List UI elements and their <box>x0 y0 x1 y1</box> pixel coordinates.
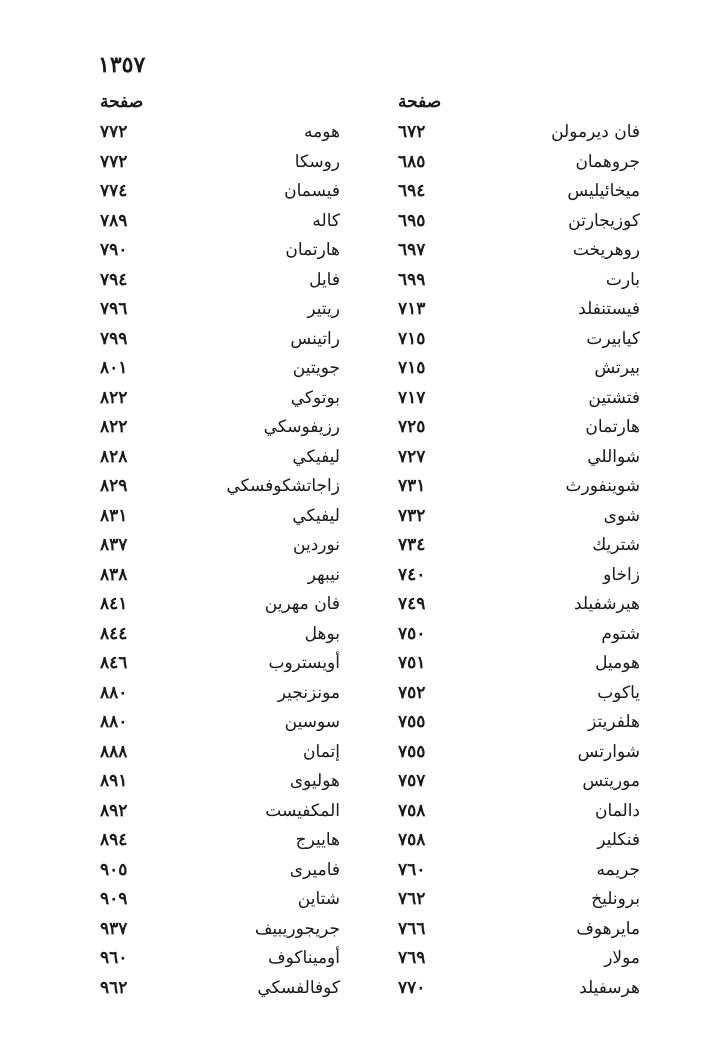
page-left: ٨٨٠ <box>100 712 128 732</box>
name-right: ميخائيليس <box>567 181 640 201</box>
name-left: زاجاتشكوفسكي <box>226 476 340 496</box>
page-left: ٧٩٤ <box>100 269 128 290</box>
name-right: فيستنفلد <box>578 299 640 319</box>
name-right: كوزيجارتن <box>568 210 640 231</box>
page-right: ٧٢٥ <box>398 417 426 437</box>
page-left: ٨٩٢ <box>100 800 128 821</box>
page-right: ٧٤٩ <box>398 594 426 614</box>
page-right: ٦٩٩ <box>398 269 426 290</box>
page-right: ٧٦٠ <box>398 859 426 880</box>
page-right: ٧٥٥ <box>398 712 426 732</box>
page-left: ٨٢٨ <box>100 446 128 467</box>
name-left: ليفيكي <box>292 505 340 526</box>
name-right: شوى <box>603 505 640 526</box>
name-right: جروهمان <box>575 151 640 172</box>
page-left: ٨٣٨ <box>100 564 128 585</box>
name-right: هيرشفيلد <box>574 594 640 614</box>
name-right: برونليخ <box>591 889 640 909</box>
index-row <box>0 236 724 266</box>
page-right: ٧١٧ <box>398 387 426 408</box>
name-left: بوتوكي <box>290 387 340 408</box>
column-header-left: صفحة <box>100 92 144 112</box>
index-row <box>0 118 724 148</box>
page-right: ٧٥٠ <box>398 623 426 644</box>
page-right: ٧٦٦ <box>398 918 426 939</box>
page-right: ٦٨٥ <box>398 151 426 172</box>
name-right: ياكوب <box>597 682 640 703</box>
page-right: ٧٥٨ <box>398 830 426 850</box>
name-right: شتوم <box>601 623 640 644</box>
name-left: فيسمان <box>284 181 340 201</box>
name-left: هاييرج <box>295 830 340 850</box>
name-right: مايرهوف <box>576 918 640 939</box>
name-left: هارتمان <box>285 240 340 260</box>
page-right: ٧٣١ <box>398 476 426 496</box>
name-right: شتريك <box>592 535 640 555</box>
page-right: ٧٣٤ <box>398 535 426 555</box>
name-right: هوميل <box>595 653 640 673</box>
index-row <box>0 266 724 296</box>
name-left: فان مهرين <box>264 594 340 614</box>
page-left: ٧٧٢ <box>100 122 128 142</box>
name-right: بيرتش <box>594 358 640 378</box>
index-row <box>0 148 724 178</box>
index-row <box>0 620 724 650</box>
page-left: ٨٩٤ <box>100 830 128 850</box>
page-left: ٩٦٠ <box>100 948 128 968</box>
index-row <box>0 384 724 414</box>
name-left: هومه <box>304 122 340 142</box>
name-left: كاله <box>312 210 340 231</box>
index-row <box>0 738 724 768</box>
index-row <box>0 443 724 473</box>
page-right: ٧٥٢ <box>398 682 426 703</box>
name-left: سوسين <box>284 712 340 732</box>
page-right: ٦٩٤ <box>398 181 426 201</box>
name-left: ريتير <box>307 299 340 319</box>
name-right: هلفريتز <box>588 712 640 732</box>
page-right: ٧٥٥ <box>398 741 426 762</box>
name-left: المكفيست <box>265 800 340 821</box>
page-right: ٦٩٥ <box>398 210 426 231</box>
name-left: رزيفوسكي <box>263 417 340 437</box>
name-right: شوينفورث <box>565 476 640 496</box>
index-row <box>0 885 724 915</box>
index-row <box>0 797 724 827</box>
page-right: ٧١٣ <box>398 299 426 319</box>
page-left: ٨٤١ <box>100 594 128 614</box>
page-number: ١٣٥٧ <box>98 52 146 78</box>
name-right: بارت <box>605 269 640 290</box>
index-row <box>0 502 724 532</box>
page-right: ٧٦٩ <box>398 948 426 968</box>
page-left: ٨٢٩ <box>100 476 128 496</box>
name-right: جريمه <box>596 859 640 880</box>
page-left: ٧٩٩ <box>100 328 128 349</box>
name-left: أويستروب <box>268 653 340 673</box>
name-left: كوفالفسكي <box>257 977 340 998</box>
page-left: ٧٩٠ <box>100 240 128 260</box>
index-row <box>0 767 724 797</box>
name-left: نيبهر <box>307 564 340 585</box>
index-row <box>0 177 724 207</box>
page-left: ٨٨٠ <box>100 682 128 703</box>
name-left: روسكا <box>294 151 340 172</box>
index-row <box>0 826 724 856</box>
page-left: ٨٢٢ <box>100 387 128 408</box>
name-left: جويتين <box>292 358 340 378</box>
name-right: كيابيرت <box>586 328 640 349</box>
page-right: ٧٥٨ <box>398 800 426 821</box>
page-right: ٦٧٢ <box>398 122 426 142</box>
column-header-right: صفحة <box>398 92 442 112</box>
index-row <box>0 944 724 974</box>
index-row <box>0 974 724 1004</box>
name-left: إتمان <box>303 741 340 762</box>
name-left: نوردين <box>293 535 340 555</box>
page-left: ٨٤٦ <box>100 653 128 673</box>
index-row <box>0 649 724 679</box>
index-list <box>0 118 724 1003</box>
name-right: روهريخت <box>572 240 640 260</box>
name-left: شتاين <box>297 889 340 909</box>
name-right: شواللي <box>587 446 640 467</box>
index-row <box>0 561 724 591</box>
index-row <box>0 590 724 620</box>
index-row <box>0 856 724 886</box>
name-left: أوميناكوف <box>268 948 340 968</box>
name-right: دالمان <box>595 800 640 821</box>
page-right: ٧١٥ <box>398 358 426 378</box>
index-row <box>0 531 724 561</box>
index-row <box>0 325 724 355</box>
name-left: مونزنجير <box>277 682 340 703</box>
page-right: ٧١٥ <box>398 328 426 349</box>
page-left: ٧٩٦ <box>100 299 128 319</box>
name-left: هوليوى <box>289 771 340 791</box>
name-left: بوهل <box>304 623 340 644</box>
page-left: ٨٩١ <box>100 771 128 791</box>
page-left: ٩٦٢ <box>100 977 128 998</box>
name-right: زاخاو <box>603 564 640 585</box>
name-left: فايل <box>309 269 340 290</box>
page-left: ٨٨٨ <box>100 741 128 762</box>
page-left: ٨٤٤ <box>100 623 128 644</box>
page-right: ٧٧٠ <box>398 977 426 998</box>
page-left: ٧٧٤ <box>100 181 128 201</box>
index-row <box>0 207 724 237</box>
name-right: فان ديرمولن <box>551 122 640 142</box>
index-row <box>0 472 724 502</box>
name-right: هارتمان <box>585 417 640 437</box>
page-left: ٩٠٥ <box>100 859 128 880</box>
name-right: فنكلير <box>597 830 640 850</box>
page-right: ٧٥١ <box>398 653 426 673</box>
name-left: جريجوريبيف <box>254 918 340 939</box>
name-right: هرسفيلد <box>579 977 640 998</box>
index-row <box>0 915 724 945</box>
page-left: ٨٢٢ <box>100 417 128 437</box>
index-row <box>0 708 724 738</box>
page-right: ٧٣٢ <box>398 505 426 526</box>
page-left: ٨٠١ <box>100 358 128 378</box>
index-row <box>0 679 724 709</box>
page-left: ٧٨٩ <box>100 210 128 231</box>
name-left: ليفيكي <box>292 446 340 467</box>
name-right: شوارتس <box>577 741 640 762</box>
name-left: فاميرى <box>289 859 340 880</box>
page-left: ٨٣٧ <box>100 535 128 555</box>
name-right: مولار <box>604 948 640 968</box>
page-left: ٩٣٧ <box>100 918 128 939</box>
index-row <box>0 413 724 443</box>
page-left: ٨٣١ <box>100 505 128 526</box>
page-right: ٧٥٧ <box>398 771 426 791</box>
name-right: موريتس <box>582 771 640 791</box>
page-right: ٧٢٧ <box>398 446 426 467</box>
index-row <box>0 295 724 325</box>
page-left: ٧٧٢ <box>100 151 128 172</box>
name-right: فتشتين <box>588 387 640 408</box>
page-right: ٦٩٧ <box>398 240 426 260</box>
index-row <box>0 354 724 384</box>
name-left: راتينس <box>290 328 340 349</box>
page-right: ٧٤٠ <box>398 564 426 585</box>
page-left: ٩٠٩ <box>100 889 128 909</box>
page-right: ٧٦٢ <box>398 889 426 909</box>
